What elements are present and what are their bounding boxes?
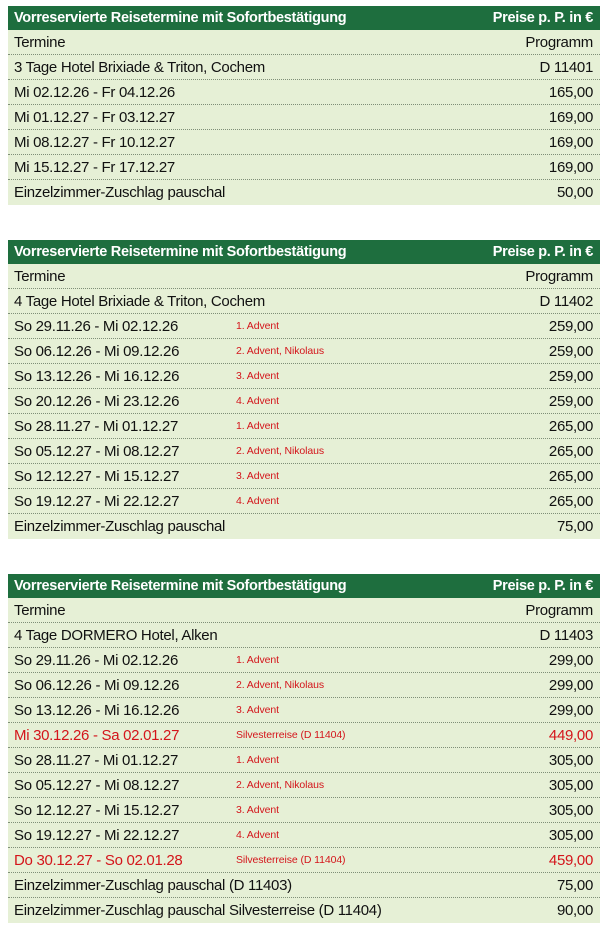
- date-row: [8, 648, 600, 673]
- date-cell: [14, 343, 549, 360]
- hotel-name: 4 Tage DORMERO Hotel, Alken: [14, 626, 218, 644]
- price-table: [8, 240, 600, 539]
- date-row: [8, 673, 600, 698]
- date-cell: [14, 827, 549, 844]
- date-range: Mi 15.12.27 - Fr 17.12.27: [14, 158, 175, 176]
- date-cell: [14, 468, 549, 485]
- date-range: So 12.12.27 - Mi 15.12.27: [14, 801, 180, 819]
- price: 459,00: [548, 851, 593, 869]
- date-range: Mi 02.12.26 - Fr 04.12.26: [14, 83, 175, 101]
- surcharge-price: 50,00: [556, 184, 593, 201]
- date-row: [8, 464, 600, 489]
- price-table: [8, 574, 600, 923]
- date-range: So 29.11.26 - Mi 02.12.26: [14, 651, 179, 669]
- date-note: 2. Advent, Nikolaus: [236, 679, 324, 691]
- date-note: 3. Advent: [236, 470, 279, 482]
- date-cell: [14, 777, 549, 794]
- date-row: [8, 748, 600, 773]
- date-row: [8, 364, 600, 389]
- date-range: So 28.11.27 - Mi 01.12.27: [14, 751, 179, 769]
- price: 169,00: [548, 133, 593, 151]
- date-range: Mi 30.12.26 - Sa 02.01.27: [14, 726, 180, 744]
- price-table: [8, 6, 600, 205]
- hotel-name: 4 Tage Hotel Brixiade & Triton, Cochem: [14, 292, 265, 310]
- date-row: [8, 314, 600, 339]
- price: 265,00: [548, 467, 593, 485]
- termine-label: Termine: [14, 33, 66, 51]
- date-range: So 19.12.27 - Mi 22.12.27: [14, 826, 180, 844]
- date-row: [8, 823, 600, 848]
- table-title: Vorreservierte Reisetermine mit Sofortbestätigung: [14, 578, 347, 594]
- date-row: [8, 389, 600, 414]
- hotel-row: [8, 289, 600, 314]
- surcharge-label: Einzelzimmer-Zuschlag pauschal: [14, 184, 226, 201]
- date-row: [8, 798, 600, 823]
- date-range: So 12.12.27 - Mi 15.12.27: [14, 467, 180, 485]
- date-row: [8, 105, 600, 130]
- table-header: [8, 240, 600, 264]
- date-range: So 13.12.26 - Mi 16.12.26: [14, 701, 180, 719]
- date-range: Do 30.12.27 - So 02.01.28: [14, 851, 183, 869]
- date-range: So 29.11.26 - Mi 02.12.26: [14, 317, 179, 335]
- price: 305,00: [548, 801, 593, 819]
- date-note: Silvesterreise (D 11404): [236, 729, 346, 741]
- price: 169,00: [548, 108, 593, 126]
- hotel-row: [8, 623, 600, 648]
- surcharge-row: [8, 514, 600, 539]
- surcharge-price: 90,00: [556, 902, 593, 919]
- date-note: 4. Advent: [236, 829, 279, 841]
- date-range: So 20.12.26 - Mi 23.12.26: [14, 392, 180, 410]
- column-header-row: [8, 598, 600, 623]
- date-cell: [14, 393, 549, 410]
- date-note: Silvesterreise (D 11404): [236, 854, 346, 866]
- table-header: [8, 6, 600, 30]
- price: 259,00: [548, 392, 593, 410]
- price: 265,00: [548, 442, 593, 460]
- program-code: D 11402: [539, 292, 593, 310]
- surcharge-label: Einzelzimmer-Zuschlag pauschal: [14, 518, 226, 535]
- date-row: [8, 489, 600, 514]
- date-note: 2. Advent, Nikolaus: [236, 345, 324, 357]
- hotel-row: [8, 55, 600, 80]
- date-cell: [14, 493, 549, 510]
- column-header-row: [8, 30, 600, 55]
- surcharge-price: 75,00: [556, 876, 593, 894]
- date-range: So 06.12.26 - Mi 09.12.26: [14, 342, 180, 360]
- date-cell: [14, 318, 549, 335]
- surcharge-row: [8, 180, 600, 205]
- date-note: 1. Advent: [236, 654, 279, 666]
- price: 169,00: [548, 158, 593, 176]
- price: 305,00: [548, 751, 593, 769]
- date-row: [8, 723, 600, 748]
- price: 165,00: [548, 83, 593, 101]
- date-note: 1. Advent: [236, 320, 279, 332]
- price: 265,00: [548, 417, 593, 435]
- date-note: 2. Advent, Nikolaus: [236, 445, 324, 457]
- programm-label: Programm: [525, 33, 593, 51]
- program-code: D 11401: [539, 58, 593, 76]
- programm-label: Programm: [525, 601, 593, 619]
- date-cell: [14, 802, 549, 819]
- surcharge-label: Einzelzimmer-Zuschlag pauschal (D 11403): [14, 876, 292, 894]
- surcharge-row: [8, 898, 600, 923]
- date-cell: [14, 84, 549, 101]
- date-note: 4. Advent: [236, 395, 279, 407]
- column-header-row: [8, 264, 600, 289]
- price: 299,00: [548, 676, 593, 694]
- termine-label: Termine: [14, 267, 66, 285]
- date-note: 3. Advent: [236, 370, 279, 382]
- surcharge-row: [8, 873, 600, 898]
- price-unit-label: Preise p. P. in €: [492, 244, 593, 260]
- date-row: [8, 773, 600, 798]
- price-unit-label: Preise p. P. in €: [492, 10, 593, 26]
- date-cell: [14, 652, 549, 669]
- price: 259,00: [548, 367, 593, 385]
- hotel-name: 3 Tage Hotel Brixiade & Triton, Cochem: [14, 58, 265, 76]
- program-code: D 11403: [539, 626, 593, 644]
- date-note: 3. Advent: [236, 704, 279, 716]
- date-cell: [14, 727, 549, 744]
- price: 305,00: [548, 826, 593, 844]
- date-range: So 13.12.26 - Mi 16.12.26: [14, 367, 180, 385]
- price: 265,00: [548, 492, 593, 510]
- table-title: Vorreservierte Reisetermine mit Sofortbestätigung: [14, 244, 347, 260]
- date-cell: [14, 677, 549, 694]
- table-title: Vorreservierte Reisetermine mit Sofortbestätigung: [14, 10, 347, 26]
- date-cell: [14, 134, 549, 151]
- price: 299,00: [548, 651, 593, 669]
- date-cell: [14, 368, 549, 385]
- date-cell: [14, 109, 549, 126]
- date-range: Mi 01.12.27 - Fr 03.12.27: [14, 108, 175, 126]
- price: 259,00: [548, 342, 593, 360]
- date-cell: [14, 752, 549, 769]
- date-range: So 28.11.27 - Mi 01.12.27: [14, 417, 179, 435]
- price: 259,00: [548, 317, 593, 335]
- surcharge-label: Einzelzimmer-Zuschlag pauschal Silvesterreise (D 11404): [14, 902, 382, 919]
- date-note: 2. Advent, Nikolaus: [236, 779, 324, 791]
- termine-label: Termine: [14, 601, 66, 619]
- date-range: So 19.12.27 - Mi 22.12.27: [14, 492, 180, 510]
- price: 305,00: [548, 776, 593, 794]
- surcharge-price: 75,00: [556, 518, 593, 535]
- date-note: 1. Advent: [236, 420, 279, 432]
- date-cell: [14, 418, 549, 435]
- price: 449,00: [548, 726, 593, 744]
- date-row: [8, 439, 600, 464]
- table-header: [8, 574, 600, 598]
- date-row: [8, 848, 600, 873]
- programm-label: Programm: [525, 267, 593, 285]
- date-note: 4. Advent: [236, 495, 279, 507]
- date-note: 1. Advent: [236, 754, 279, 766]
- date-cell: [14, 443, 549, 460]
- price-unit-label: Preise p. P. in €: [492, 578, 593, 594]
- date-row: [8, 339, 600, 364]
- date-cell: [14, 852, 549, 869]
- date-row: [8, 80, 600, 105]
- date-row: [8, 130, 600, 155]
- date-range: So 05.12.27 - Mi 08.12.27: [14, 776, 180, 794]
- date-range: So 06.12.26 - Mi 09.12.26: [14, 676, 180, 694]
- date-row: [8, 414, 600, 439]
- date-cell: [14, 702, 549, 719]
- date-range: So 05.12.27 - Mi 08.12.27: [14, 442, 180, 460]
- date-row: [8, 155, 600, 180]
- date-cell: [14, 159, 549, 176]
- date-note: 3. Advent: [236, 804, 279, 816]
- date-row: [8, 698, 600, 723]
- date-range: Mi 08.12.27 - Fr 10.12.27: [14, 133, 175, 151]
- price: 299,00: [548, 701, 593, 719]
